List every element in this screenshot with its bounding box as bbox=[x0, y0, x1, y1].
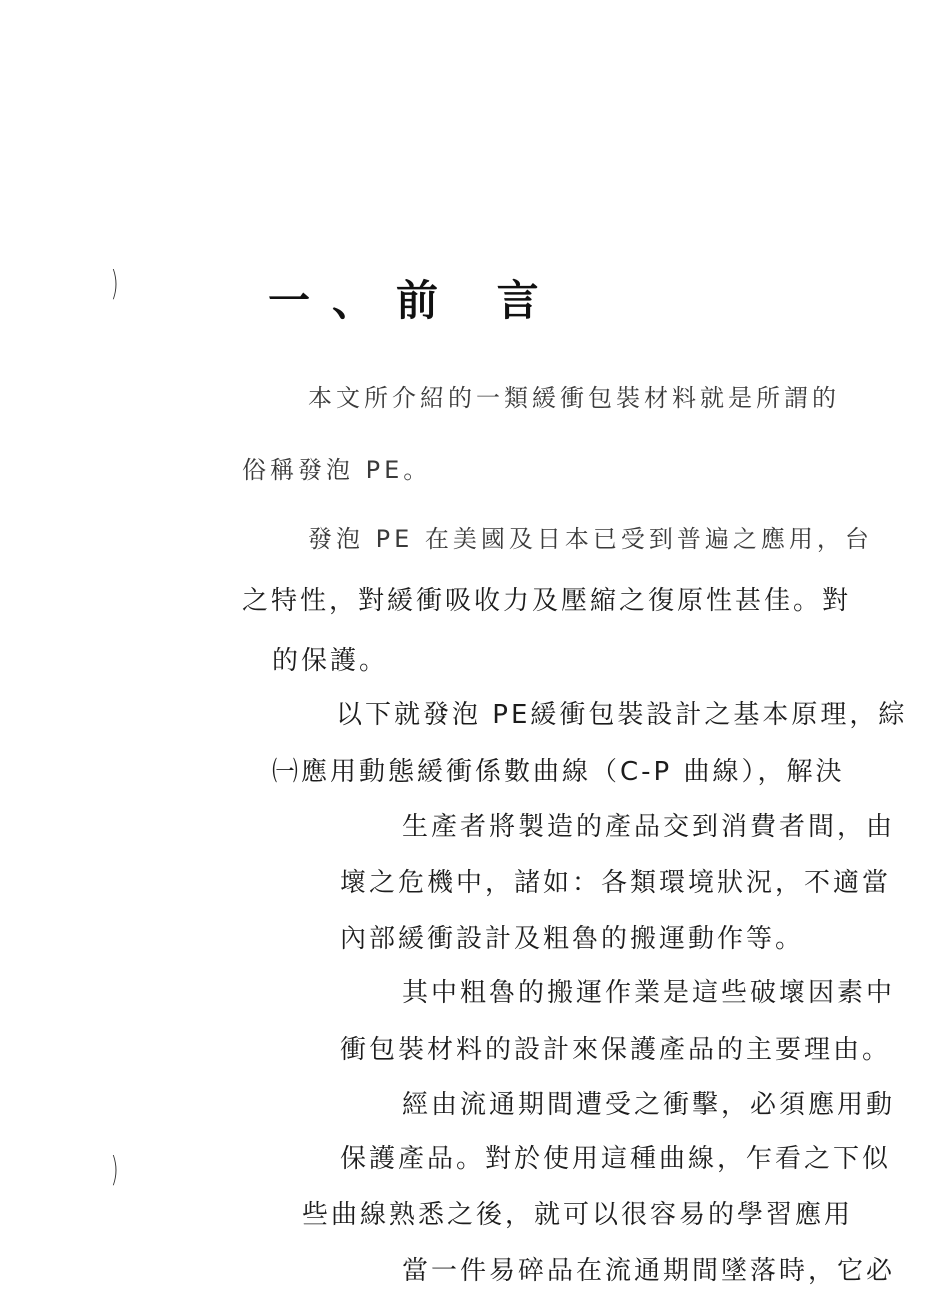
binding-mark-top: ) bbox=[110, 264, 119, 304]
paragraph-4-line-1: 生產者將製造的產品交到消費者間，由 bbox=[402, 812, 896, 842]
paragraph-6-line-3: 些曲線熟悉之後，就可以很容易的學習應用 bbox=[302, 1200, 854, 1230]
subsection-heading: ㈠應用動態緩衝係數曲線（C-P 曲線），解決 bbox=[272, 757, 845, 787]
paragraph-4-line-2: 壞之危機中，諸如：各類環境狀況，不適當 bbox=[340, 868, 892, 898]
paragraph-3-line-1: 以下就發泡 PE緩衝包裝設計之基本原理，綜 bbox=[336, 700, 908, 730]
paragraph-2-line-3: 的保護。 bbox=[272, 646, 389, 676]
section-heading: 一、前 言 bbox=[268, 276, 561, 325]
paragraph-1-line-1: 本文所介紹的一類緩衝包裝材料就是所謂的 bbox=[308, 384, 840, 412]
paragraph-6-line-1: 經由流通期間遭受之衝擊，必須應用動 bbox=[402, 1090, 896, 1120]
paragraph-4-line-3: 內部緩衝設計及粗魯的搬運動作等。 bbox=[340, 924, 805, 954]
paragraph-2-line-2: 之特性，對緩衝吸收力及壓縮之復原性甚佳。對 bbox=[242, 586, 852, 616]
binding-mark-bottom: ) bbox=[110, 1150, 119, 1190]
paragraph-7-line-1: 當一件易碎品在流通期間墜落時，它必 bbox=[402, 1256, 896, 1286]
paragraph-2-line-1: 發泡 PE 在美國及日本已受到普遍之應用，台 bbox=[308, 525, 873, 553]
paragraph-1-line-2: 俗稱發泡 PE。 bbox=[242, 456, 432, 484]
paragraph-6-line-2: 保護產品。對於使用這種曲線，乍看之下似 bbox=[340, 1144, 892, 1174]
paragraph-5-line-2: 衝包裝材料的設計來保護產品的主要理由。 bbox=[340, 1035, 892, 1065]
paragraph-5-line-1: 其中粗魯的搬運作業是這些破壞因素中 bbox=[402, 978, 896, 1008]
